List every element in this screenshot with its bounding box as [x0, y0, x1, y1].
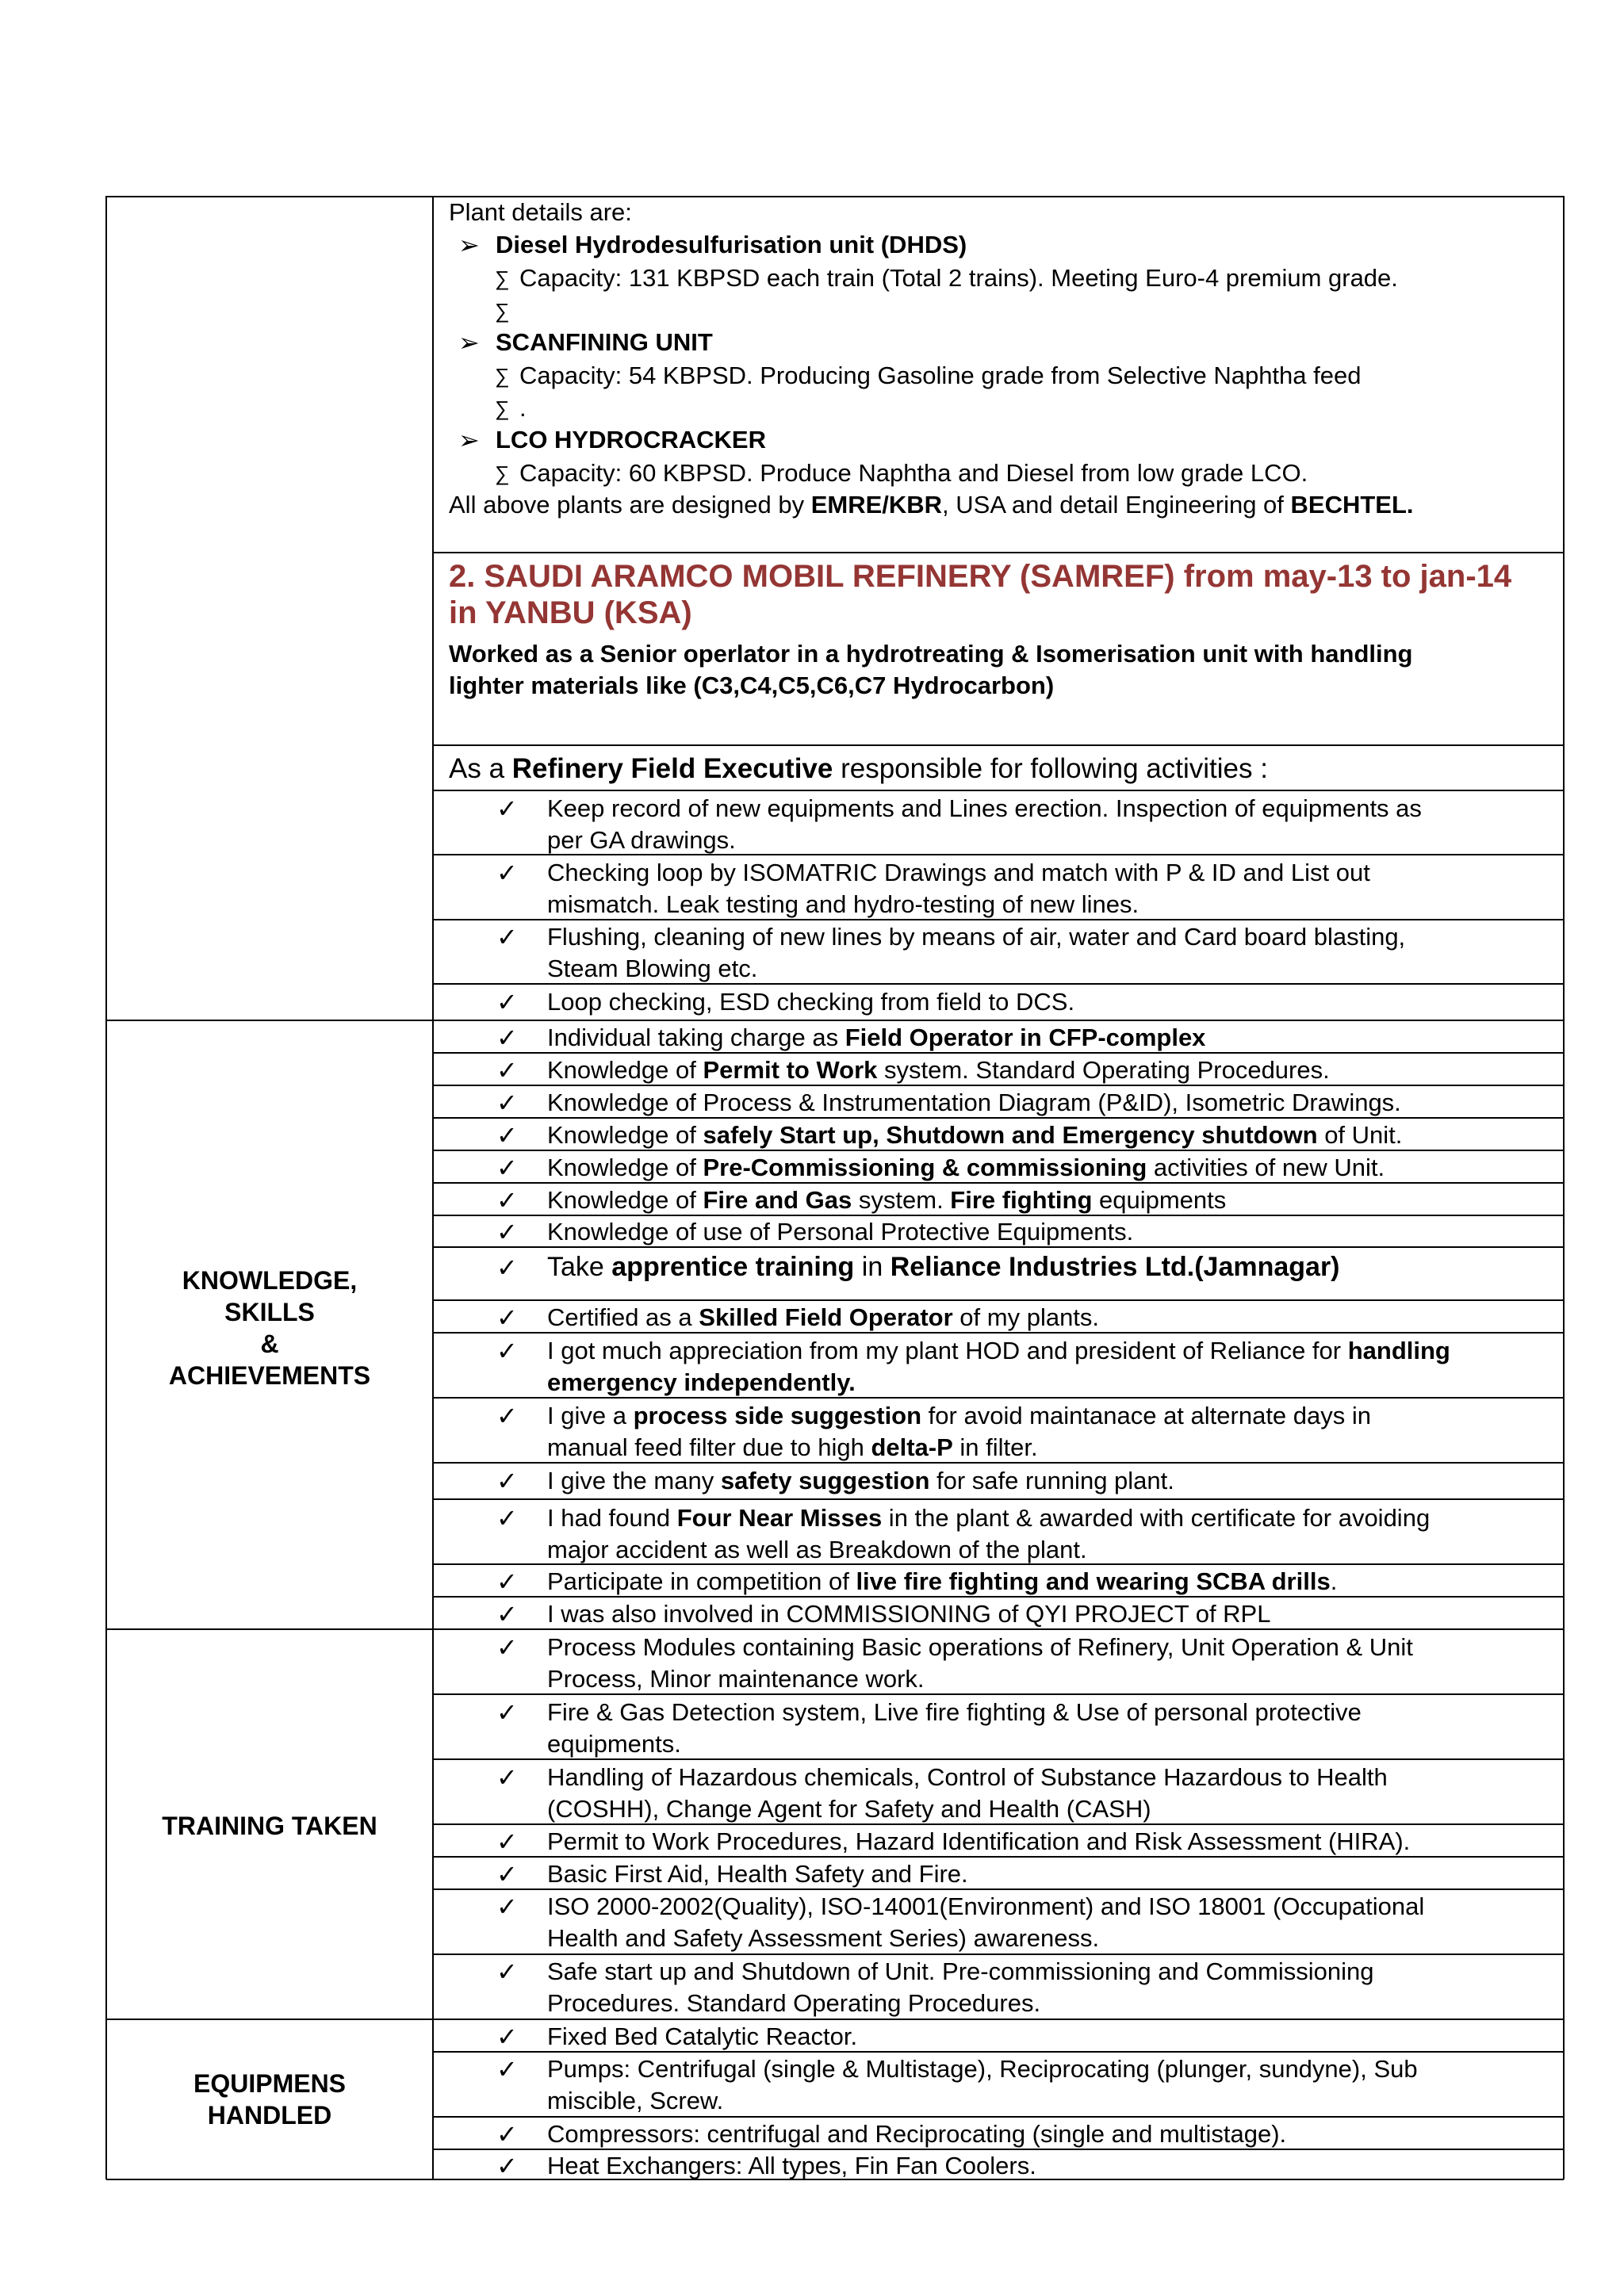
equipment-label-1: EQUIPMENS: [193, 2069, 347, 2098]
arrow-icon: ➢: [458, 328, 480, 357]
knowledge-item-4: Knowledge of safely Start up, Shutdown and Emergency shutdown of Unit.: [547, 1121, 1403, 1149]
training-item-7a: Safe start up and Shutdown of Unit. Pre-commissioning and Commissioning: [547, 1957, 1374, 1985]
check-icon: ✓: [496, 1154, 518, 1182]
knowledge-item-14: Participate in competition of live fire fighting and wearing SCBA drills.: [547, 1567, 1338, 1595]
check-icon: ✓: [496, 1892, 518, 1921]
check-icon: ✓: [496, 1467, 518, 1495]
field-heading: As a Refinery Field Executive responsible for following activities :: [449, 753, 1268, 784]
training-item-3a: Handling of Hazardous chemicals, Control of Substance Hazardous to Health: [547, 1763, 1388, 1791]
field-item-1b: per GA drawings.: [547, 826, 736, 854]
check-icon: ✓: [496, 1600, 518, 1628]
samref-heading-2: in YANBU (KSA): [449, 595, 692, 630]
knowledge-item-13a: I had found Four Near Misses in the plant & awarded with certificate for avoiding: [547, 1504, 1431, 1532]
knowledge-label-2: SKILLS: [224, 1298, 315, 1326]
sigma-icon: ∑: [495, 364, 510, 388]
knowledge-label-1: KNOWLEDGE,: [182, 1266, 358, 1295]
check-icon: ✓: [496, 1253, 518, 1282]
check-icon: ✓: [496, 1827, 518, 1856]
check-icon: ✓: [496, 794, 518, 823]
knowledge-item-12: I give the many safety suggestion for safe running plant.: [547, 1467, 1174, 1494]
equipment-item-1: Fixed Bed Catalytic Reactor.: [547, 2022, 858, 2050]
knowledge-label-4: ACHIEVEMENTS: [168, 1361, 371, 1390]
equipment-item-2a: Pumps: Centrifugal (single & Multistage), Reciprocating (plunger, sundyne), Sub: [547, 2055, 1418, 2083]
check-icon: ✓: [496, 1186, 518, 1215]
samref-desc-1: Worked as a Senior operlator in a hydrotreating & Isomerisation unit with handling: [449, 640, 1413, 668]
training-item-6b: Health and Safety Assessment Series) awareness.: [547, 1924, 1100, 1952]
check-icon: ✓: [496, 1024, 518, 1052]
check-icon: ✓: [496, 1337, 518, 1365]
check-icon: ✓: [496, 1218, 518, 1246]
knowledge-item-11b: manual feed filter due to high delta-P in filter.: [547, 1433, 1038, 1461]
knowledge-item-6: Knowledge of Fire and Gas system. Fire fighting equipments: [547, 1186, 1227, 1214]
scanfining-title: SCANFINING UNIT: [496, 328, 713, 356]
knowledge-item-9: Certified as a Skilled Field Operator of my plants.: [547, 1303, 1100, 1331]
check-icon: ✓: [496, 1763, 518, 1792]
equipment-label-2: HANDLED: [207, 2101, 332, 2130]
check-icon: ✓: [496, 923, 518, 951]
check-icon: ✓: [496, 1698, 518, 1727]
training-item-2a: Fire & Gas Detection system, Live fire fighting & Use of personal protective: [547, 1698, 1362, 1726]
training-item-5: Basic First Aid, Health Safety and Fire.: [547, 1860, 968, 1888]
scanfining-capacity: Capacity: 54 KBPSD. Producing Gasoline grade from Selective Naphtha feed: [519, 362, 1362, 389]
check-icon: ✓: [496, 1567, 518, 1596]
lco-title: LCO HYDROCRACKER: [496, 426, 766, 453]
equipment-item-2b: miscible, Screw.: [547, 2087, 724, 2114]
knowledge-item-13b: major accident as well as Breakdown of the plant.: [547, 1536, 1087, 1563]
check-icon: ✓: [496, 1056, 518, 1085]
samref-heading-1: 2. SAUDI ARAMCO MOBIL REFINERY (SAMREF) from may-13 to jan-14: [449, 559, 1512, 594]
knowledge-item-10b: emergency independently.: [547, 1368, 856, 1396]
field-item-3b: Steam Blowing etc.: [547, 955, 758, 982]
knowledge-item-10a: I got much appreciation from my plant HOD and president of Reliance for handling: [547, 1337, 1450, 1364]
sigma-icon: ∑: [495, 299, 510, 323]
field-item-3a: Flushing, cleaning of new lines by means of air, water and Card board blasting,: [547, 923, 1406, 951]
training-item-3b: (COSHH), Change Agent for Safety and Health (CASH): [547, 1795, 1151, 1823]
check-icon: ✓: [496, 1402, 518, 1430]
knowledge-item-8: Take apprentice training in Reliance Industries Ltd.(Jamnagar): [547, 1252, 1340, 1282]
knowledge-item-11a: I give a process side suggestion for avoid maintanace at alternate days in: [547, 1402, 1372, 1429]
design-line: All above plants are designed by EMRE/KBR, USA and detail Engineering of BECHTEL.: [449, 491, 1414, 519]
training-item-7b: Procedures. Standard Operating Procedures.: [547, 1989, 1041, 2017]
knowledge-label-3: &: [260, 1330, 279, 1358]
sigma-icon: ∑: [495, 461, 510, 485]
training-label: TRAINING TAKEN: [162, 1812, 377, 1840]
check-icon: ✓: [496, 988, 518, 1016]
check-icon: ✓: [496, 2055, 518, 2084]
samref-desc-2: lighter materials like (C3,C4,C5,C6,C7 Hydrocarbon): [449, 672, 1055, 699]
check-icon: ✓: [496, 1089, 518, 1117]
equipment-item-3: Compressors: centrifugal and Reciprocating (single and multistage).: [547, 2120, 1287, 2148]
lco-capacity: Capacity: 60 KBPSD. Produce Naphtha and Diesel from low grade LCO.: [519, 459, 1308, 487]
training-item-6a: ISO 2000-2002(Quality), ISO-14001(Environment) and ISO 18001 (Occupational: [547, 1892, 1425, 1920]
check-icon: ✓: [496, 2022, 518, 2051]
plant-intro: Plant details are:: [449, 198, 632, 226]
training-item-1a: Process Modules containing Basic operations of Refinery, Unit Operation & Unit: [547, 1633, 1413, 1661]
arrow-icon: ➢: [458, 426, 480, 454]
check-icon: ✓: [496, 1957, 518, 1986]
field-item-2a: Checking loop by ISOMATRIC Drawings and match with P & ID and List out: [547, 859, 1370, 886]
sigma-icon: ∑: [495, 266, 510, 290]
sigma-icon: ∑: [495, 396, 510, 420]
knowledge-item-1: Individual taking charge as Field Operator in CFP-complex: [547, 1024, 1206, 1051]
training-item-2b: equipments.: [547, 1730, 681, 1758]
field-item-4: Loop checking, ESD checking from field to DCS.: [547, 988, 1075, 1016]
check-icon: ✓: [496, 859, 518, 887]
knowledge-item-3: Knowledge of Process & Instrumentation Diagram (P&ID), Isometric Drawings.: [547, 1089, 1401, 1116]
knowledge-item-2: Knowledge of Permit to Work system. Standard Operating Procedures.: [547, 1056, 1330, 1084]
dhds-title: Diesel Hydrodesulfurisation unit (DHDS): [496, 231, 967, 258]
check-icon: ✓: [496, 1860, 518, 1888]
check-icon: ✓: [496, 1504, 518, 1533]
training-item-1b: Process, Minor maintenance work.: [547, 1665, 925, 1693]
knowledge-item-15: I was also involved in COMMISSIONING of QYI PROJECT of RPL: [547, 1600, 1271, 1628]
knowledge-item-7: Knowledge of use of Personal Protective Equipments.: [547, 1218, 1134, 1246]
check-icon: ✓: [496, 1633, 518, 1662]
arrow-icon: ➢: [458, 231, 480, 259]
training-item-4: Permit to Work Procedures, Hazard Identification and Risk Assessment (HIRA).: [547, 1827, 1411, 1855]
scanfining-dot: .: [519, 394, 527, 422]
field-item-2b: mismatch. Leak testing and hydro-testing of new lines.: [547, 890, 1139, 918]
check-icon: ✓: [496, 2152, 518, 2180]
equipment-item-4: Heat Exchangers: All types, Fin Fan Coolers.: [547, 2152, 1036, 2179]
knowledge-item-5: Knowledge of Pre-Commissioning & commissioning activities of new Unit.: [547, 1154, 1385, 1181]
check-icon: ✓: [496, 2120, 518, 2149]
dhds-capacity: Capacity: 131 KBPSD each train (Total 2 trains). Meeting Euro-4 premium grade.: [519, 264, 1398, 292]
check-icon: ✓: [496, 1121, 518, 1150]
field-item-1a: Keep record of new equipments and Lines erection. Inspection of equipments as: [547, 794, 1422, 822]
check-icon: ✓: [496, 1303, 518, 1332]
